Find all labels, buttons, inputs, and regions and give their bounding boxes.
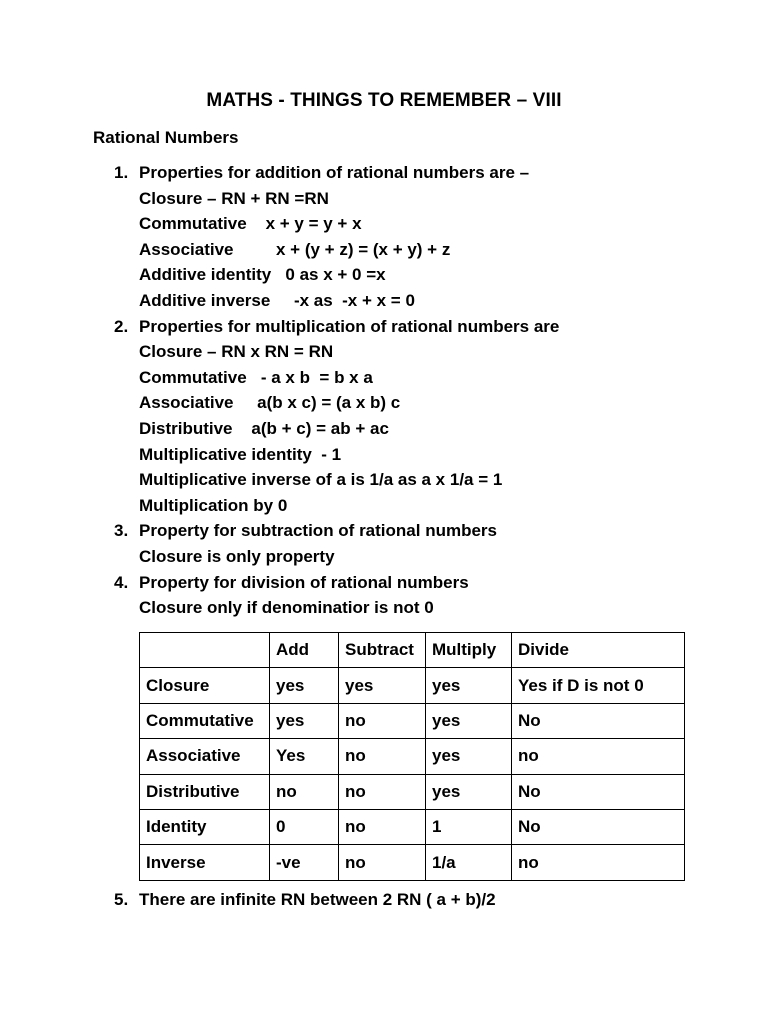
table-header-cell: Multiply (426, 633, 512, 668)
sub-item (114, 365, 734, 391)
table-cell: 0 (270, 809, 339, 844)
sub-item (114, 339, 734, 365)
item-text: Property for subtraction of rational numbers (139, 521, 497, 541)
item-number: 5. (114, 890, 129, 909)
table-header-cell: Divide (512, 633, 685, 668)
table-cell: no (339, 774, 426, 809)
sub-item-text: Associative a(b x c) = (a x b) c (139, 393, 401, 413)
item-text: There are infinite RN between 2 RN ( a + b)/2 (139, 890, 496, 909)
table-row (140, 845, 685, 880)
sub-item-text: Associative x + (y + z) = (x + y) + z (139, 239, 451, 259)
sub-item-text: Commutative x + y = y + x (139, 214, 362, 234)
table-cell: yes (426, 668, 512, 703)
list-item (114, 160, 734, 186)
table-cell: yes (426, 739, 512, 774)
list-item (114, 314, 734, 340)
table-cell: No (512, 809, 685, 844)
sub-item (114, 595, 734, 621)
sub-item (114, 237, 734, 263)
sub-item (114, 288, 734, 314)
sub-item-text: Additive identity 0 as x + 0 =x (139, 265, 386, 285)
sub-item (114, 262, 734, 288)
sub-item-text: Commutative - a x b = b x a (139, 367, 373, 387)
table-cell: 1/a (426, 845, 512, 880)
table-cell: Identity (140, 809, 270, 844)
table-row (140, 809, 685, 844)
item-text: Properties for addition of rational numbers are – (139, 163, 530, 182)
table-cell: no (512, 739, 685, 774)
sub-item (114, 544, 734, 570)
table-header-cell: Subtract (339, 633, 426, 668)
table-cell: Inverse (140, 845, 270, 880)
sub-item-text: Closure only if denominatior is not 0 (139, 598, 434, 618)
table-cell: Distributive (140, 774, 270, 809)
table-cell: no (339, 739, 426, 774)
table-row (140, 739, 685, 774)
table-cell: Yes if D is not 0 (512, 668, 685, 703)
item-number: 3. (114, 521, 129, 541)
sub-item (114, 467, 734, 493)
item-number: 4. (114, 572, 129, 592)
table-header-cell: Add (270, 633, 339, 668)
table-cell: Yes (270, 739, 339, 774)
table-cell: No (512, 774, 685, 809)
sub-item-text: Additive inverse -x as -x + x = 0 (139, 290, 415, 310)
sub-item (114, 416, 734, 442)
properties-table (139, 632, 685, 881)
item-text: Properties for multiplication of rational numbers are (139, 316, 560, 336)
table-cell: no (339, 809, 426, 844)
item-number: 2. (114, 316, 129, 336)
table-cell: no (270, 774, 339, 809)
table-row (140, 774, 685, 809)
table-header-cell (140, 633, 270, 668)
table-cell: yes (339, 668, 426, 703)
sub-item-text: Closure – RN + RN =RN (139, 188, 329, 208)
table-cell: Commutative (140, 703, 270, 738)
sub-item-text: Multiplicative identity - 1 (139, 444, 342, 464)
sub-item (114, 493, 734, 519)
sub-item-text: Closure is only property (139, 546, 335, 566)
sub-item (114, 390, 734, 416)
sub-item (114, 442, 734, 468)
sub-item-text: Closure – RN x RN = RN (139, 342, 334, 362)
sub-item-text: Multiplication by 0 (139, 495, 288, 515)
table-cell: yes (426, 703, 512, 738)
table-cell: -ve (270, 845, 339, 880)
sub-item-text: Distributive a(b + c) = ab + ac (139, 418, 389, 438)
table-cell: Associative (140, 739, 270, 774)
table-cell: yes (426, 774, 512, 809)
sub-item-text: Multiplicative inverse of a is 1/a as a x 1/a = 1 (139, 470, 503, 490)
sub-item (114, 186, 734, 212)
item-text: Property for division of rational numbers (139, 572, 469, 592)
table-cell: yes (270, 703, 339, 738)
page-title: MATHS - THINGS TO REMEMBER – VIII (206, 90, 562, 111)
list-item (114, 887, 496, 913)
properties-list (114, 160, 734, 621)
table-header-row (140, 633, 685, 668)
table-cell: no (512, 845, 685, 880)
sub-item (114, 211, 734, 237)
table-cell: 1 (426, 809, 512, 844)
table-cell: no (339, 845, 426, 880)
section-heading: Rational Numbers (93, 128, 239, 147)
table-row (140, 703, 685, 738)
table-cell: no (339, 703, 426, 738)
table-cell: yes (270, 668, 339, 703)
table-cell: No (512, 703, 685, 738)
list-item (114, 518, 734, 544)
list-item (114, 570, 734, 596)
item-number: 1. (114, 163, 129, 182)
table-cell: Closure (140, 668, 270, 703)
table-row (140, 668, 685, 703)
